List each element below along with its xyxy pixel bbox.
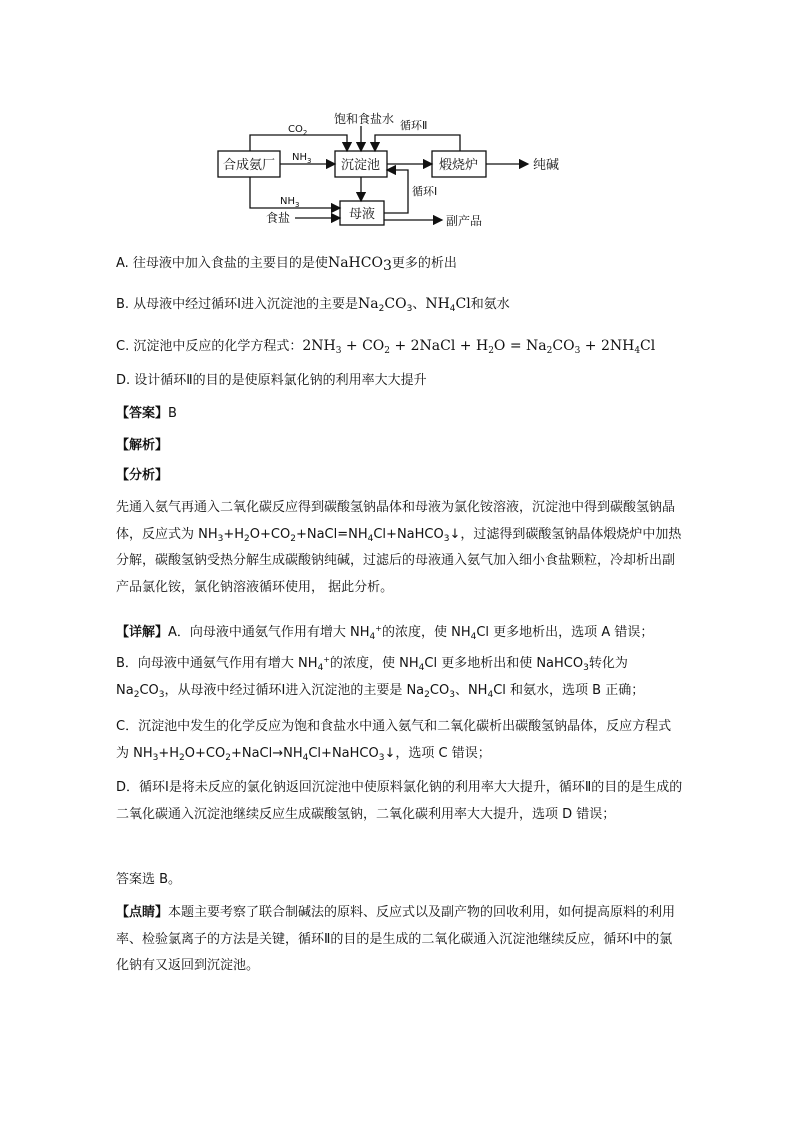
co2-label: $CO_2$	[288, 124, 308, 137]
jiexi-heading: 【解析】	[116, 438, 169, 453]
soda-label: 纯碱	[533, 158, 560, 173]
byproduct-label: 副产品	[446, 214, 483, 228]
box1-label: 合成氨厂	[223, 158, 276, 173]
analysis-paragraph: 先通入氨气再通入二氧化碳反应得到碳酸氢钠晶体和母液为氯化铵溶液，沉淀池中得到碳酸氢钠晶体，反应式为 $NH_3+H_2O+CO_2+NaCl=NH_4Cl+NaHCO_3↓$，过滤得到碳酸氢钠晶体煅烧炉中加热分解，碳酸氢钠受热分解生成碳酸钠纯碱，过滤后的母液通入氨气加入细小食盐颗粒，冷却析出副产品氯化铵，氯化钠溶液循环使用， 据此分析。	[116, 500, 682, 595]
nh3-label-1: $NH_3$	[292, 152, 312, 165]
answer-line: 【答案】B	[116, 406, 177, 421]
fenxi-heading: 【分析】	[116, 468, 169, 483]
option-a: A. 往母液中加入食盐的主要目的是使NaHCO$_3$更多的析出	[116, 255, 457, 274]
box2-label: 沉淀池	[341, 158, 381, 173]
box4-label: 母液	[349, 207, 376, 222]
detail-b: B．向母液中通氨气作用有增大 $NH_4^+$的浓度，使 $NH_4Cl$ 更多地析出和使 NaHCO$_3$转化为 $Na_2CO_3$，从母液中经过循环Ⅰ进入沉淀池的主要是 $Na_2CO_3$、$NH_4Cl$ 和氨水，选项 B 正确；	[116, 655, 645, 700]
process-flow-diagram	[210, 108, 580, 233]
detail-d: D．循环Ⅰ是将未反应的氯化钠返回沉淀池中使原料氯化钠的利用率大大提升，循环Ⅱ的目的是生成的二氧化碳通入沉淀池继续反应生成碳酸氢钠，二氧化碳利用率大大提升，选项 D 错误；	[116, 780, 683, 822]
cycle1-label: 循环Ⅰ	[412, 185, 438, 198]
box3-label: 煅烧炉	[439, 158, 479, 173]
option-d: D. 设计循环Ⅱ的目的是使原料氯化钠的利用率大大提升	[116, 373, 427, 388]
cycle2-label: 循环Ⅱ	[400, 119, 428, 132]
option-b: B. 从母液中经过循环Ⅰ进入沉淀池的主要是$Na_2CO_3$、$NH_4Cl$和氨水	[116, 296, 510, 314]
detail-a: 【详解】A．向母液中通氨气作用有增大 $NH_4^+$的浓度，使 $NH_4Cl$ 更多地析出，选项 A 错误；	[116, 624, 654, 642]
dianjing-paragraph: 【点睛】本题主要考察了联合制碱法的原料、反应式以及副产物的回收利用，如何提高原料的利用率、检验氯离子的方法是关键，循环Ⅱ的目的是生成的二氧化碳通入沉淀池继续反应，循环Ⅰ中的氯化钠有又返回到沉淀池。	[116, 905, 676, 973]
cycle2-arrow	[375, 135, 460, 151]
nh3-label-2: $NH_3$	[280, 196, 300, 209]
brine-label: 饱和食盐水	[334, 112, 395, 126]
salt-label: 食盐	[266, 211, 291, 225]
conclusion: 答案选 B。	[116, 872, 182, 887]
option-c: C. 沉淀池中反应的化学方程式：$2NH_3 + CO_2$ + 2NaCl + $H_2O = Na_2CO_3 + 2NH_4Cl$	[116, 338, 656, 356]
co2-arrow	[250, 135, 347, 151]
detail-c: C．沉淀池中发生的化学反应为饱和食盐水中通入氨气和二氧化碳析出碳酸氢钠晶体，反应方程式为 $NH_3+H_2O+CO_2+NaCl\to NH_4Cl+NaHCO_3↓$，选项 C 错误；	[116, 719, 672, 763]
